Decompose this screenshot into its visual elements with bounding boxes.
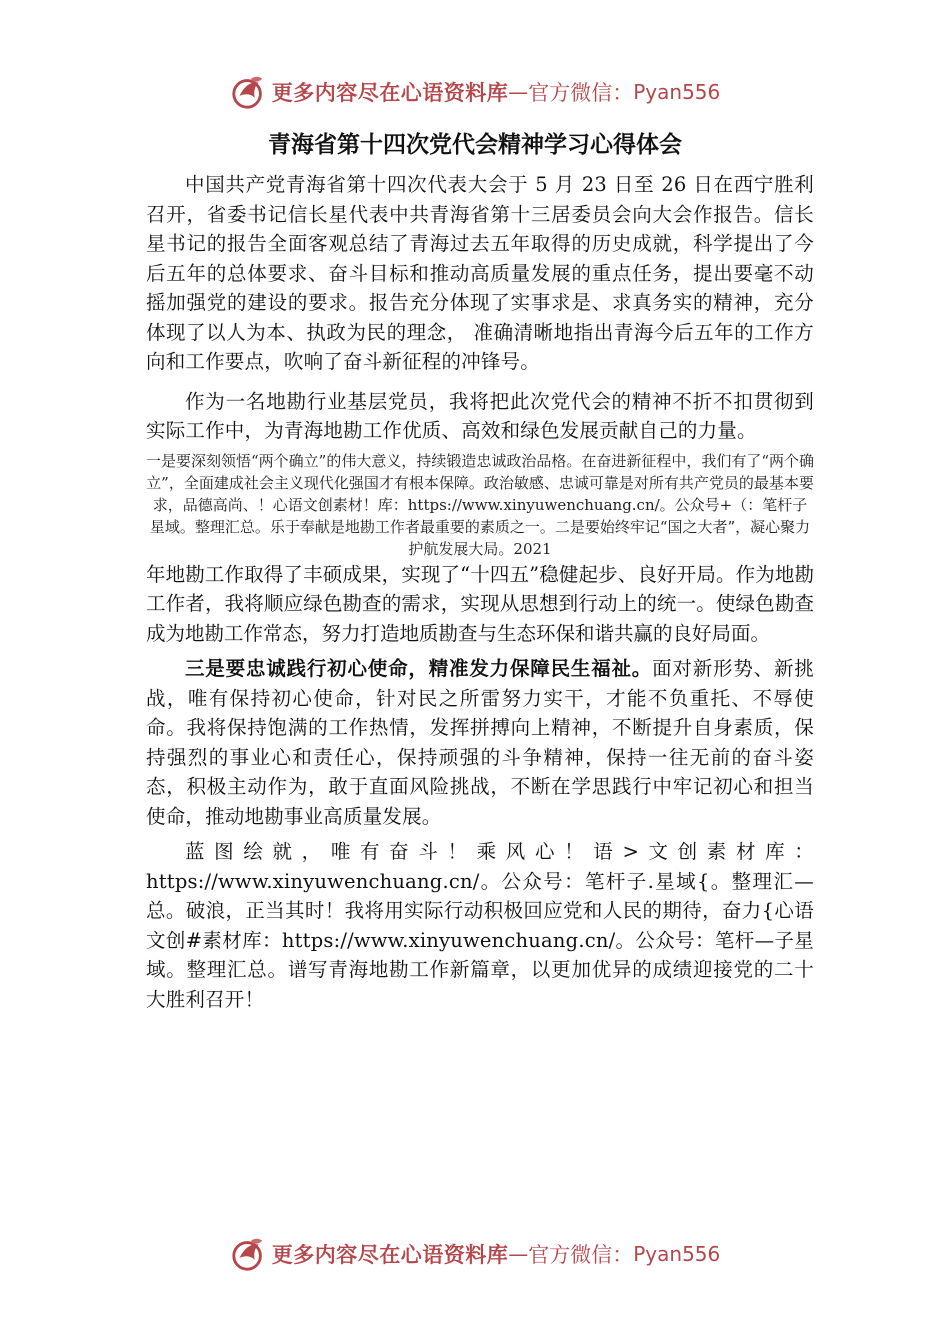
- banner-wechat-id: Pyan556: [633, 80, 721, 104]
- banner-slogan: 更多内容尽在心语资料库: [271, 80, 509, 105]
- brand-logo-icon: [230, 73, 268, 111]
- paragraph-continuation: 年地勘工作取得了丰硕成果，实现了“十四五”稳健起步、良好开局。作为地勘工作者，我将顺应绿色勘查的需求，实现从思想到行动上的统一。使绿色勘查成为地勘工作常态，努力打造地质勘查与生态环保和谐共赢的良好局面。: [146, 562, 814, 645]
- small-text-block: 一是要深刻领悟“两个确立”的伟大意义，持续锻造忠诚政治品格。在奋进新征程中，我们有了“两个确立”，全面建成社会主义现代化强国才有根本保障。政治敏感、忠诚可靠是对所有共产党员的最基本要求，品德高尚、！心语文创素材！库：https://www.xinyuwenchuang.cn/。公众号+（：笔杆子星域。整理汇总。乐于奉献是地勘工作者最重要的素质之一。二是要始终牢记“国之大者”，凝心聚力护航发展大局。2021: [146, 451, 815, 558]
- brand-logo-icon: [230, 1235, 268, 1273]
- footer-wechat-label: 官方微信：: [528, 1243, 634, 1267]
- paragraph-3: [146, 654, 814, 831]
- paragraph-3-heading: 三是要忠诚践行初心使命，精准发力保障民生福祉。: [185, 657, 653, 680]
- document-body: [146, 170, 814, 1014]
- paragraph-2: 作为一名地勘行业基层党员，我将把此次党代会的精神不折不扣贯彻到实际工作中，为青海地勘工作优质、高效和绿色发展贡献自己的力量。: [146, 389, 814, 442]
- footer-slogan: 更多内容尽在心语资料库: [271, 1242, 509, 1267]
- paragraph-4: 蓝图绘就，唯有奋斗！乘风心！语>文创素材库：https://www.xinyuwenchuang.cn/。公众号：笔杆子.星域{。整理汇—总。破浪，正当其时！我将用实际行动积极回应党和人民的期待，奋力{心语文创#素材库：https://www.xinyuwenchuang.cn/。公众号：笔杆—子星域。整理汇总。谱写青海地勘工作新篇章，以更加优异的成绩迎接党的二十大胜利召开！: [146, 840, 814, 1011]
- footer-banner: [0, 1232, 950, 1276]
- footer-separator: —: [508, 1242, 529, 1266]
- header-banner: [0, 70, 950, 114]
- paragraph-3-text: 面对新形势、新挑战，唯有保持初心使命，针对民之所雷努力实干，才能不负重托、不辱使命。我将保持饱满的工作热情，发挥拼搏向上精神，不断提升自身素质，保持强烈的事业心和责任心，保持顽强的斗争精神，保持一往无前的奋斗姿态，积极主动作为，敢于直面风险挑战，不断在学思践行中牢记初心和担当使命，推动地勘事业高质量发展。: [146, 657, 814, 828]
- document-title: 青海省第十四次党代会精神学习心得体会: [268, 131, 682, 158]
- banner-separator: —: [508, 80, 529, 104]
- paragraph-1: 中国共产党青海省第十四次代表大会于 5 月 23 日至 26 日在西宁胜利召开，省委书记信长星代表中共青海省第十三居委员会向大会作报告。信长星书记的报告全面客观总结了青海过去五年取得的历史成就，科学提出了今后五年的总体要求、奋斗目标和推动高质量发展的重点任务，提出要毫不动摇加强党的建设的要求。报告充分体现了实事求是、求真务实的精神，充分体现了以人为本、执政为民的理念， 准确清晰地指出青海今后五年的工作方向和工作要点，吹响了奋斗新征程的冲锋号。: [146, 173, 814, 373]
- banner-wechat-label: 官方微信：: [528, 81, 634, 105]
- footer-wechat-id: Pyan556: [633, 1242, 721, 1266]
